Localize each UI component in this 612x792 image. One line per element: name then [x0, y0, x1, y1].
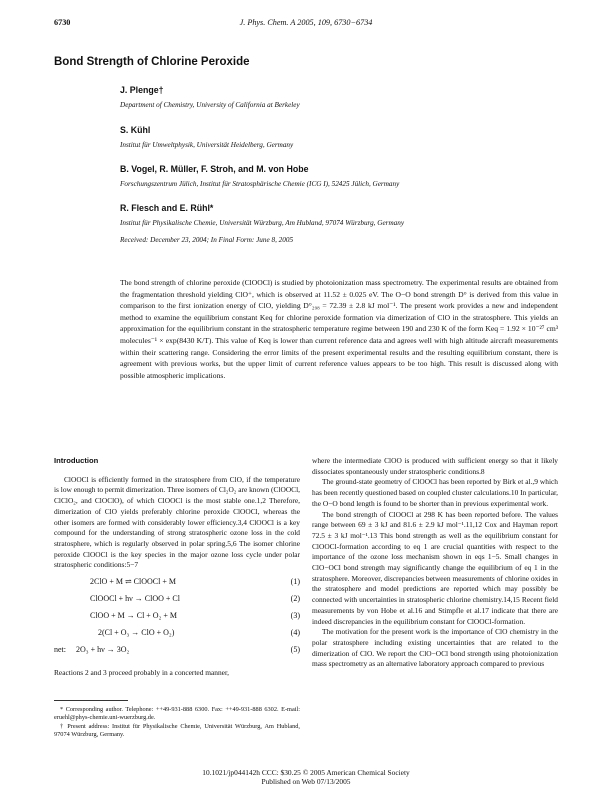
right-column: [312, 456, 558, 670]
running-header: [54, 18, 558, 30]
left-column: [54, 456, 300, 679]
page-number: 6730: [54, 18, 71, 27]
equation-3: ClOO + M → Cl + O₂ + M (3): [90, 611, 300, 621]
author-group-2: S. Kühl: [120, 125, 151, 135]
published-line: Published on Web 07/13/2005: [261, 777, 351, 787]
equation-2: ClOOCl + hν → ClOO + Cl (2): [90, 594, 300, 604]
author-group-4: R. Flesch and E. Rühl*: [120, 203, 214, 213]
equation-block: [54, 577, 300, 662]
page-footer: [54, 768, 558, 786]
affiliation-1: Department of Chemistry, University of California at Berkeley: [120, 101, 300, 109]
intro-paragraph-2: Reactions 2 and 3 proceed probably in a concerted manner,: [54, 668, 229, 678]
right-paragraph-4: The motivation for the present work is the importance of ClO chemistry in the polar stratosphere including existing uncertainties that are related to the dimerization of ClO. We report the ClO−OCl bond strength using photoionization mass spectrometry as an alternative laboratory approach compared to previous: [312, 627, 558, 669]
author-group-3: B. Vogel, R. Müller, F. Stroh, and M. von Hobe: [120, 164, 309, 174]
abstract: The bond strength of chlorine peroxide (ClOOCl) is studied by photoionization mass spectrometry. The experimental results are obtained from the fragmentation threshold yielding ClO⁺, which is observed at 11.52 ± 0.025 eV. The O−O bond strength D° is derived from this value in comparison to the first ionization energy of ClO, yielding D°₂₉₈ = 72.39 ± 2.8 kJ mol⁻¹. The present work provides a new and independent method to examine the equilibrium constant Keq for chlorine peroxide formation via dimerization of ClO in the stratosphere. This yields an approximation for the equilibrium constant in the stratospheric temperature regime between 190 and 230 K of the form Keq = 1.92 × 10⁻²⁷ cm³ molecules⁻¹ × exp(8430 K/T). This value of Keq is lower than current reference data and agrees well with high altitude aircraft measurements within their scattering range. Considering the error limits of the present experimental results and the resulting equilibrium constant, there is agreement with previous works, but the upper limit of current reference values appears to be too high. This result is discussed along with possible atmospheric implications.: [120, 278, 558, 380]
footnote-corresponding: * Corresponding author. Telephone: ++49-931-888 6300. Fax: ++49-931-888 6302. E-mail: eruehl@phys-chemie.uni-wuerzburg.de.: [54, 706, 300, 722]
affiliation-4: Institut für Physikalische Chemie, Universität Würzburg, Am Hubland, 97074 Würzburg, Germany: [120, 219, 405, 227]
section-heading-introduction: Introduction: [54, 456, 99, 465]
right-paragraph-2: The ground-state geometry of ClOOCl has been reported by Birk et al.,9 which has been recently questioned based on coupled cluster calculations.10 In particular, the O−O bond length is found to be shorter than in previous experimental work.: [312, 477, 558, 508]
doi-line: 10.1021/jp044142h CCC: $30.25 © 2005 American Chemical Society: [202, 768, 410, 777]
right-paragraph-1: where the intermediate ClOO is produced with sufficient energy so that it likely dissociates spontaneously under stratospheric conditions.8: [312, 456, 558, 476]
footnote-rule: [54, 700, 128, 701]
equation-5: net: 2O₃ + hν → 3O₂ (5): [54, 645, 300, 655]
intro-paragraph-1: ClOOCl is efficiently formed in the stratosphere from ClO, if the temperature is low enough to permit dimerization. Three isomers of Cl₂O₂ are known (ClOOCl, ClClO₂, and ClOClO), of which ClOOCl is the most stable one.1,2 Therefore, dimerization of ClO yields preferably chlorine peroxide ClOOCl, whereas the other isomers are formed with considerably lower efficiency.3,4 ClOOCl is a key compound for the understanding of strong stratospheric ozone loss in the cold stratosphere, which is regularly observed in polar spring.5,6 The isomer chlorine peroxide ClOOCl is the key species in the major ozone loss cycle under polar stratospheric conditions:5−7: [54, 474, 300, 570]
received-dates: Received: December 23, 2004; In Final Form: June 8, 2005: [120, 236, 294, 244]
footnote-present-address: † Present address: Institut für Physikalische Chemie, Universität Würzburg, Am Hubland, 97074 Würzburg, Germany.: [54, 722, 300, 739]
equation-1: 2ClO + M ⇌ ClOOCl + M (1): [90, 577, 300, 587]
right-paragraph-3: The bond strength of ClOOCl at 298 K has been reported before. The values range between 69 ± 3 kJ and 81.6 ± 2.9 kJ mol⁻¹.11,12 Cox and Hayman report 72.5 ± 3 kJ mol⁻¹.13 This bond strength as well as the equilibrium constant for ClOOCl-formation according to eq 1 are crucial quantities with respect to the importance of the ozone loss mechanism shown in eqs 1−5. Small changes in ClO−OCl bond strength may significantly change the equilibrium of eq 1 in the stratosphere. Moreover, discrepancies between measurements of chlorine oxides in the stratosphere and model predictions are reported which may possibly be connected with uncertainties in stratospheric chlorine chemistry.14,15 Recent field measurements by von Hobe et al.16 and Stimpfle et al.17 indicate that there are indeed discrepancies in the equilibrium constant for ClOOCl-formation.: [312, 509, 558, 626]
author-group-1: J. Plenge†: [120, 85, 164, 95]
footnotes: [54, 706, 300, 740]
journal-citation: J. Phys. Chem. A 2005, 109, 6730−6734: [239, 18, 373, 27]
affiliation-2: Institut für Umweltphysik, Universität Heidelberg, Germany: [120, 141, 294, 149]
equation-4: 2(Cl + O₃ → ClO + O₂) (4): [98, 628, 300, 638]
affiliation-3: Forschungszentrum Jülich, Institut für Stratosphärische Chemie (ICG I), 52425 Jülich, Germany: [120, 180, 400, 188]
paper-title: Bond Strength of Chlorine Peroxide: [54, 56, 250, 68]
